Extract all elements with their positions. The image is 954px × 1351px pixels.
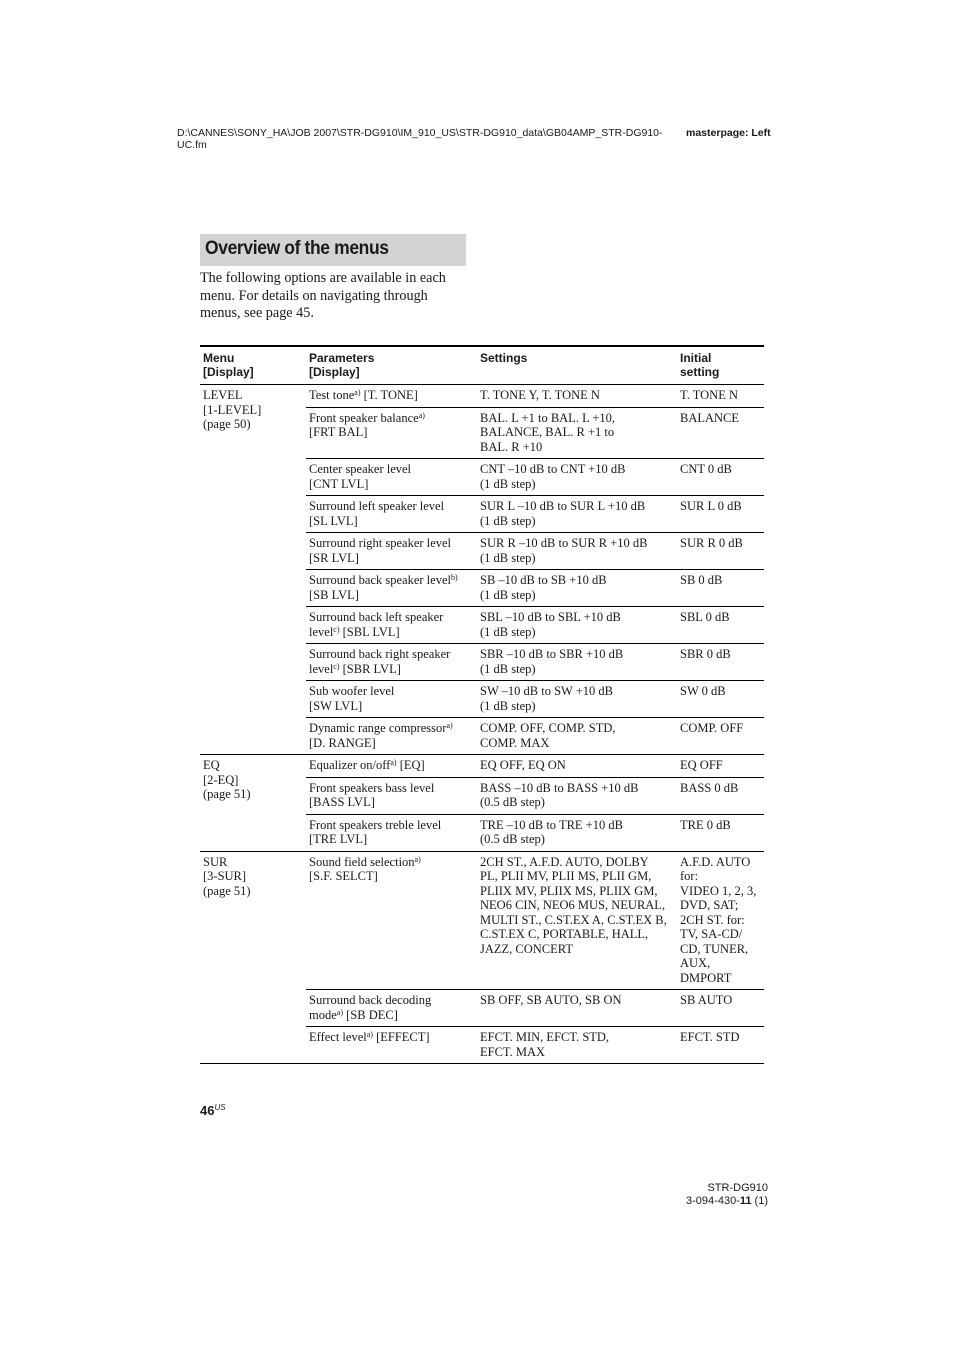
parameter-display: [SB LVL]: [309, 587, 359, 602]
footnote-marker: c): [333, 624, 340, 634]
footer-code-bold: 11: [739, 1194, 752, 1207]
header-parameters: Parameters [Display]: [306, 346, 477, 385]
parameter-text: Effect level: [309, 1030, 367, 1044]
settings-cell: SB –10 dB to SB +10 dB (1 dB step): [477, 570, 677, 607]
parameter-text: Test tone: [309, 388, 355, 402]
page-number-suffix: US: [214, 1103, 226, 1112]
settings-cell: TRE –10 dB to TRE +10 dB (0.5 dB step): [480, 817, 623, 846]
parameter-cell: [306, 990, 477, 1027]
table-body: [200, 385, 764, 1064]
initial-setting-cell: T. TONE N: [677, 385, 764, 408]
parameter-display: [FRT BAL]: [309, 425, 368, 439]
initial-setting-cell: SBL 0 dB: [677, 607, 764, 644]
footer-code-prefix: 3-094-430-: [686, 1194, 740, 1207]
parameter-cell: [306, 1027, 477, 1064]
parameter-cell: [306, 459, 477, 496]
initial-setting-cell: CNT 0 dB: [677, 459, 764, 496]
parameter-text: Front speaker balance: [309, 410, 419, 425]
settings-cell: 2CH ST., A.F.D. AUTO, DOLBY PL, PLII MV, PLII MS, PLII GM, PLIIX MV, PLIIX MS, PLIIX GM, NEO6 CIN, NEO6 MUS, NEURAL, MULTI ST., C.ST.EX A, C.ST.EX B, C.ST.EX C, PORTABLE, HALL, JAZZ, CONCERT: [477, 851, 677, 990]
parameter-cell: [306, 570, 477, 607]
masterpage-label: masterpage: Left: [686, 127, 771, 139]
settings-cell: EFCT. MIN, EFCT. STD, EFCT. MAX: [480, 1030, 610, 1059]
menu-overview-table: [200, 345, 764, 1064]
footer-part-number: [600, 1195, 768, 1208]
settings-cell: SUR L –10 dB to SUR L +10 dB (1 dB step): [477, 496, 677, 533]
parameter-cell: [306, 718, 477, 755]
initial-setting-cell: SBR 0 dB: [677, 644, 764, 681]
parameter-cell: [306, 407, 477, 459]
settings-cell: CNT –10 dB to CNT +10 dB (1 dB step): [477, 459, 677, 496]
footnote-marker: a): [390, 758, 397, 767]
parameter-text: Surround back left speaker level: [309, 610, 444, 639]
table-row: [200, 385, 764, 408]
parameter-text: Surround back right speaker level: [309, 647, 451, 676]
parameter-cell: [306, 644, 477, 681]
settings-cell: COMP. OFF, COMP. STD, COMP. MAX: [480, 721, 616, 750]
settings-cell: SB OFF, SB AUTO, SB ON: [477, 990, 677, 1027]
parameter-display: [EQ]: [396, 758, 425, 772]
initial-setting-cell: COMP. OFF: [680, 721, 744, 735]
initial-setting-cell: SB AUTO: [677, 990, 764, 1027]
settings-cell: BAL. L +1 to BAL. L +10, BALANCE, BAL. R +1 to BAL. R +10: [477, 407, 677, 459]
footer-code: [600, 1182, 768, 1207]
parameter-text: Sound field selection: [309, 854, 415, 869]
parameter-cell: [306, 385, 477, 408]
initial-setting-cell: A.F.D. AUTO for: VIDEO 1, 2, 3, DVD, SAT; 2CH ST. for: TV, SA-CD/ CD, TUNER, AUX, DMPORT: [677, 851, 764, 990]
initial-setting-cell: SUR R 0 dB: [677, 533, 764, 570]
settings-cell: SBL –10 dB to SBL +10 dB (1 dB step): [477, 607, 677, 644]
initial-setting-cell: SB 0 dB: [677, 570, 764, 607]
initial-setting-cell: EFCT. STD: [680, 1030, 740, 1044]
initial-setting-cell: EQ OFF: [677, 755, 764, 778]
parameter-display: [SBL LVL]: [339, 624, 400, 639]
footnote-marker: a): [414, 854, 421, 864]
initial-setting-cell: SUR L 0 dB: [677, 496, 764, 533]
parameter-cell: [306, 496, 477, 533]
parameter-text: Surround left speaker level [SL LVL]: [309, 499, 445, 528]
parameter-text: Dynamic range compressor: [309, 721, 447, 735]
settings-cell: SUR R –10 dB to SUR R +10 dB (1 dB step): [477, 533, 677, 570]
settings-cell: T. TONE Y, T. TONE N: [477, 385, 677, 408]
header-menu: Menu [Display]: [200, 346, 306, 385]
settings-cell: EQ OFF, EQ ON: [477, 755, 677, 778]
initial-setting-cell: TRE 0 dB: [680, 817, 731, 832]
parameter-text: Front speakers bass level [BASS LVL]: [309, 780, 435, 809]
parameter-display: [SB DEC]: [343, 1007, 398, 1022]
parameter-text: Sub woofer level [SW LVL]: [309, 684, 395, 713]
footnote-marker: a): [366, 1030, 373, 1039]
table-row: [200, 755, 764, 778]
parameter-cell: [306, 607, 477, 644]
parameter-cell: [306, 681, 477, 718]
initial-setting-cell: BASS 0 dB: [677, 777, 764, 814]
table-header-row: [200, 346, 764, 385]
footnote-marker: a): [354, 388, 361, 397]
footer-code-suffix: (1): [751, 1194, 768, 1207]
parameter-cell: [306, 851, 477, 990]
footer-model: STR-DG910: [707, 1182, 768, 1194]
footnote-marker: c): [333, 661, 340, 671]
parameter-cell: [306, 814, 477, 851]
footnote-marker: a): [418, 410, 425, 420]
footnote-marker: a): [446, 721, 453, 730]
parameter-cell: [306, 533, 477, 570]
parameter-text: Surround right speaker level [SR LVL]: [309, 536, 451, 565]
header-settings: Settings: [477, 346, 677, 385]
settings-cell: SW –10 dB to SW +10 dB (1 dB step): [477, 681, 677, 718]
menu-cell: LEVEL [1-LEVEL] (page 50): [200, 385, 306, 755]
parameter-display: [S.F. SELCT]: [309, 869, 378, 883]
initial-setting-cell: BALANCE: [677, 407, 764, 459]
parameter-display: [D. RANGE]: [309, 735, 376, 750]
initial-setting-cell: SW 0 dB: [677, 681, 764, 718]
section-title: Overview of the menus: [205, 238, 389, 259]
page-number: [200, 1103, 226, 1118]
parameter-text: Surround back decoding mode: [309, 993, 432, 1022]
settings-cell: SBR –10 dB to SBR +10 dB (1 dB step): [477, 644, 677, 681]
section-title-bar: [200, 234, 466, 266]
footnote-marker: a): [336, 1007, 343, 1017]
menu-cell: SUR [3-SUR] (page 51): [200, 851, 306, 1064]
parameter-text: Equalizer on/off: [309, 758, 391, 772]
parameter-text: Center speaker level [CNT LVL]: [309, 462, 412, 491]
table-row: [200, 851, 764, 990]
parameter-display: [EFFECT]: [372, 1030, 430, 1044]
intro-paragraph: The following options are available in each menu. For details on navigating through menus, see page 45.: [200, 270, 446, 321]
file-path-header: D:\CANNES\SONY_HA\JOB 2007\STR-DG910\IM_910_US\STR-DG910_data\GB04AMP_STR-DG910-UC.fm: [177, 127, 663, 151]
parameter-text: Front speakers treble level [TRE LVL]: [309, 817, 442, 846]
parameter-text: Surround back speaker level: [309, 573, 451, 587]
header-initial-setting: Initial setting: [677, 346, 764, 385]
parameter-cell: [306, 755, 477, 778]
settings-cell: BASS –10 dB to BASS +10 dB (0.5 dB step): [477, 777, 677, 814]
page-number-value: 46: [200, 1103, 215, 1118]
parameter-cell: [306, 777, 477, 814]
parameter-display: [SBR LVL]: [339, 661, 401, 676]
menu-cell: EQ [2-EQ] (page 51): [200, 755, 306, 852]
footnote-marker: b): [450, 573, 458, 582]
parameter-display: [T. TONE]: [360, 388, 418, 402]
